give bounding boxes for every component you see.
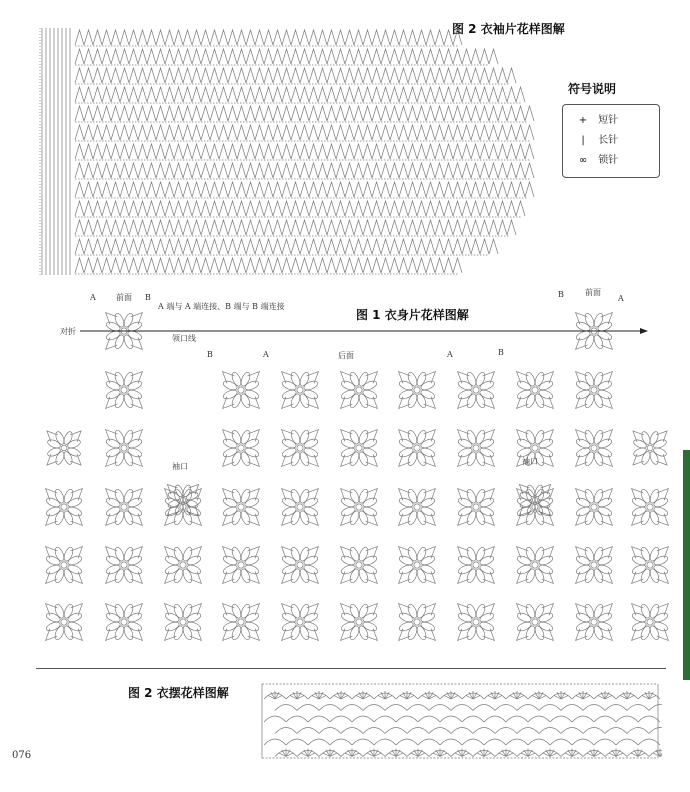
legend-box bbox=[562, 104, 660, 178]
flower-motif bbox=[398, 429, 436, 467]
flower-motif bbox=[281, 371, 319, 409]
flower-motif bbox=[575, 488, 613, 526]
flower-motif bbox=[340, 371, 378, 409]
hem-diagram bbox=[258, 678, 662, 762]
mark-b-2: B bbox=[207, 350, 213, 359]
flower-motif bbox=[45, 488, 83, 526]
body-diagram bbox=[0, 285, 690, 660]
flower-motif bbox=[222, 429, 260, 467]
legend-label: 短针 bbox=[598, 115, 619, 126]
flower-motif bbox=[633, 431, 668, 466]
flower-motif bbox=[222, 603, 260, 641]
flower-motif bbox=[457, 371, 495, 409]
flower-motif bbox=[281, 546, 319, 584]
treble-icon: | bbox=[581, 135, 585, 146]
section-divider bbox=[36, 668, 666, 669]
flower-motif bbox=[105, 371, 143, 409]
flower-motif bbox=[575, 603, 613, 641]
flower-motif bbox=[398, 546, 436, 584]
flower-motif bbox=[398, 371, 436, 409]
flower-motif bbox=[457, 603, 495, 641]
flower-motif bbox=[516, 371, 554, 409]
label-armhole-right: 袖口 bbox=[522, 457, 538, 466]
plus-icon: + bbox=[578, 115, 588, 126]
legend-label: 长针 bbox=[598, 135, 619, 146]
legend-item-treble-stitch bbox=[571, 131, 618, 146]
flower-motif bbox=[631, 603, 669, 641]
mark-a-1: A bbox=[90, 293, 96, 302]
flower-motif bbox=[340, 429, 378, 467]
sleeve-title: 图 2 衣袖片花样图解 bbox=[452, 22, 565, 36]
mark-b-3: B bbox=[498, 348, 504, 357]
hem-stitches bbox=[262, 684, 662, 758]
sleeve-stitches bbox=[40, 28, 534, 275]
body-title: 图 1 衣身片花样图解 bbox=[356, 308, 469, 322]
flower-motif bbox=[47, 431, 82, 466]
mark-b-1: B bbox=[145, 293, 151, 302]
sleeve-diagram bbox=[30, 18, 550, 278]
flower-motif bbox=[281, 488, 319, 526]
page-number: 076 bbox=[12, 750, 32, 761]
mark-a-4: A bbox=[618, 294, 624, 303]
label-armhole-left: 袖口 bbox=[172, 462, 188, 471]
flower-motif bbox=[340, 546, 378, 584]
flower-motif bbox=[45, 603, 83, 641]
flower-motif bbox=[575, 429, 613, 467]
label-fold: 对折 bbox=[60, 327, 76, 336]
flower-motif bbox=[398, 603, 436, 641]
connection-note: A 端与 A 端连接、B 端与 B 端连接 bbox=[158, 302, 285, 311]
flower-motif bbox=[340, 603, 378, 641]
hem-pattern bbox=[258, 678, 662, 762]
mark-a-2: A bbox=[263, 350, 269, 359]
legend-title: 符号说明 bbox=[568, 82, 617, 96]
label-right-front: 前面 bbox=[585, 288, 601, 297]
label-back: 后面 bbox=[338, 351, 354, 360]
flower-motif bbox=[222, 546, 260, 584]
flower-motif bbox=[457, 488, 495, 526]
flower-motif bbox=[164, 546, 202, 584]
flower-motif bbox=[575, 546, 613, 584]
chain-icon: ∞ bbox=[578, 155, 588, 166]
legend-label: 锁针 bbox=[598, 155, 619, 166]
mark-a-3: A bbox=[447, 350, 453, 359]
flower-motif bbox=[105, 429, 143, 467]
flower-motif bbox=[398, 488, 436, 526]
hem-title: 图 2 衣摆花样图解 bbox=[128, 686, 229, 700]
legend-item-chain-stitch bbox=[571, 151, 618, 166]
label-left-front: 前面 bbox=[116, 293, 132, 302]
flower-motif bbox=[631, 488, 669, 526]
flower-motif bbox=[631, 546, 669, 584]
flower-motif bbox=[105, 488, 143, 526]
label-neckline: 领口线 bbox=[172, 334, 196, 343]
flower-motif bbox=[281, 429, 319, 467]
flower-motif bbox=[105, 546, 143, 584]
flower-motif bbox=[45, 546, 83, 584]
flower-motif bbox=[222, 488, 260, 526]
flower-motif bbox=[164, 603, 202, 641]
mark-b-4: B bbox=[558, 290, 564, 299]
flower-motif bbox=[457, 429, 495, 467]
accent-bar bbox=[683, 450, 690, 680]
flower-motif bbox=[516, 603, 554, 641]
body-pattern bbox=[0, 285, 690, 660]
flower-motif bbox=[281, 603, 319, 641]
flower-motif bbox=[516, 546, 554, 584]
legend-item-short-stitch bbox=[571, 111, 618, 126]
flower-motif bbox=[222, 371, 260, 409]
flower-motif bbox=[105, 603, 143, 641]
flower-motif bbox=[340, 488, 378, 526]
flower-motif bbox=[457, 546, 495, 584]
flower-motif bbox=[575, 371, 613, 409]
sleeve-pattern bbox=[30, 18, 550, 278]
